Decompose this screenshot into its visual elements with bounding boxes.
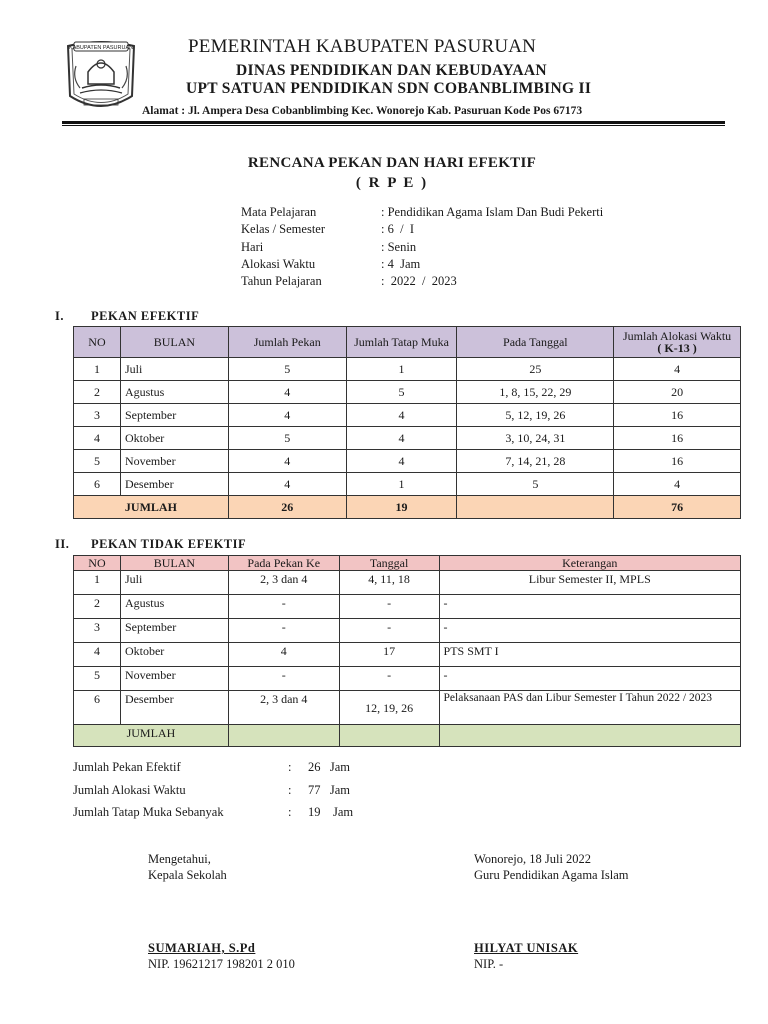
cell-pekan: - <box>228 667 339 691</box>
total-label: JUMLAH <box>74 496 229 519</box>
cell-tatap: 4 <box>346 427 457 450</box>
info-value: : Senin <box>381 239 417 254</box>
total-alokasi: 76 <box>614 496 741 519</box>
total-cell-empty <box>439 725 740 747</box>
info-label: Hari <box>241 239 264 254</box>
table-row <box>74 619 741 643</box>
table-row <box>74 381 741 404</box>
col-header-keterangan: Keterangan <box>439 556 740 571</box>
cell-tanggal: 1, 8, 15, 22, 29 <box>457 381 614 404</box>
summary-value: 26 Jam <box>308 760 351 774</box>
cell-tatap: 4 <box>346 404 457 427</box>
non-effective-weeks-table <box>73 555 741 747</box>
cell-alokasi: 16 <box>614 450 741 473</box>
cell-keterangan: PTS SMT I <box>439 643 740 667</box>
cell-tanggal: 5, 12, 19, 26 <box>457 404 614 427</box>
cell-tanggal: 12, 19, 26 <box>339 691 439 725</box>
summary-colon: : <box>288 782 292 797</box>
table-row <box>74 473 741 496</box>
cell-pekan: 4 <box>228 404 346 427</box>
info-block <box>241 205 603 291</box>
cell-pekan: - <box>228 619 339 643</box>
cell-tanggal: - <box>339 667 439 691</box>
summary-row <box>73 783 353 806</box>
total-cell-empty <box>228 725 339 747</box>
sig-name: HILYAT UNISAK <box>474 941 579 955</box>
cell-keterangan: - <box>439 595 740 619</box>
letterhead-school: UPT SATUAN PENDIDIKAN SDN COBANBLIMBING II <box>186 80 592 97</box>
cell-tanggal: 25 <box>457 358 614 381</box>
document-title: RENCANA PEKAN DAN HARI EFEKTIF <box>247 155 537 171</box>
cell-tanggal: 5 <box>457 473 614 496</box>
sig-place-date: Wonorejo, 18 Juli 2022 <box>474 852 592 866</box>
col-header-tatap-muka: Jumlah Tatap Muka <box>346 327 457 358</box>
cell-pekan: 2, 3 dan 4 <box>228 571 339 595</box>
table-row <box>74 358 741 381</box>
section-title: PEKAN EFEKTIF <box>91 309 200 323</box>
cell-no: 3 <box>74 404 121 427</box>
signature-right <box>474 851 629 883</box>
info-label: Alokasi Waktu <box>241 256 316 271</box>
sig-nip: NIP. 19621217 198201 2 010 <box>148 957 295 971</box>
cell-tatap: 5 <box>346 381 457 404</box>
alokasi-header-curriculum: ( K-13 ) <box>657 341 697 355</box>
cell-pekan: 4 <box>228 450 346 473</box>
letterhead-rule-thin <box>62 125 725 126</box>
cell-keterangan: Libur Semester II, MPLS <box>439 571 740 595</box>
document-subtitle: ( R P E ) <box>355 175 429 191</box>
info-value: : 2022 / 2023 <box>381 274 457 289</box>
cell-pekan: 4 <box>228 381 346 404</box>
col-header-jumlah-pekan: Jumlah Pekan <box>228 327 346 358</box>
cell-alokasi: 4 <box>614 358 741 381</box>
total-pekan: 26 <box>228 496 346 519</box>
section-heading-effective-weeks <box>55 309 199 324</box>
total-tanggal-empty <box>457 496 614 519</box>
section-heading-non-effective-weeks <box>55 537 246 552</box>
cell-no: 6 <box>74 473 121 496</box>
table-row <box>74 595 741 619</box>
info-label: Tahun Pelajaran <box>241 274 322 289</box>
cell-bulan: Oktober <box>120 643 228 667</box>
cell-no: 6 <box>74 691 121 725</box>
cell-bulan: Agustus <box>120 595 228 619</box>
cell-pekan: - <box>228 595 339 619</box>
cell-alokasi: 20 <box>614 381 741 404</box>
cell-no: 2 <box>74 595 121 619</box>
cell-tanggal: - <box>339 619 439 643</box>
info-label: Kelas / Semester <box>241 222 326 237</box>
letterhead-government: PEMERINTAH KABUPATEN PASURUAN <box>188 36 537 57</box>
cell-tanggal: 3, 10, 24, 31 <box>457 427 614 450</box>
cell-no: 1 <box>74 571 121 595</box>
total-label: JUMLAH <box>74 725 229 747</box>
cell-bulan: November <box>120 667 228 691</box>
regency-logo-emblem <box>62 36 140 118</box>
alokasi-header-label: Jumlah Alokasi Waktu <box>623 329 732 343</box>
cell-alokasi: 4 <box>614 473 741 496</box>
summary-colon: : <box>288 760 292 774</box>
cell-tanggal: - <box>339 595 439 619</box>
sig-nip: NIP. - <box>474 957 504 971</box>
total-tatap: 19 <box>346 496 457 519</box>
cell-bulan: Desember <box>120 691 228 725</box>
cell-tanggal: 17 <box>339 643 439 667</box>
summary-value: 19 Jam <box>308 805 354 819</box>
cell-no: 3 <box>74 619 121 643</box>
cell-no: 1 <box>74 358 121 381</box>
cell-tanggal: 4, 11, 18 <box>339 571 439 595</box>
signature-left-name-block <box>148 940 295 972</box>
cell-tatap: 1 <box>346 358 457 381</box>
cell-alokasi: 16 <box>614 427 741 450</box>
letterhead-rule-thick <box>62 121 725 124</box>
table-row <box>74 427 741 450</box>
col-header-bulan: BULAN <box>120 327 228 358</box>
table-row <box>74 450 741 473</box>
cell-keterangan: - <box>439 619 740 643</box>
col-header-no: NO <box>74 327 121 358</box>
cell-pekan: 4 <box>228 643 339 667</box>
sig-role: Guru Pendidikan Agama Islam <box>474 868 629 882</box>
col-header-no: NO <box>74 556 121 571</box>
summary-value: 77 Jam <box>308 782 351 797</box>
cell-no: 5 <box>74 667 121 691</box>
info-row <box>241 274 603 291</box>
letterhead-address: Alamat : Jl. Ampera Desa Cobanblimbing Kec. Wonorejo Kab. Pasuruan Kode Pos 67173 <box>142 105 583 117</box>
cell-pekan: 4 <box>228 473 346 496</box>
cell-tatap: 1 <box>346 473 457 496</box>
cell-no: 5 <box>74 450 121 473</box>
cell-bulan: Juli <box>120 571 228 595</box>
cell-pekan: 5 <box>228 427 346 450</box>
effective-weeks-table <box>73 326 741 519</box>
info-label: Mata Pelajaran <box>241 205 317 219</box>
cell-bulan: Oktober <box>120 427 228 450</box>
cell-alokasi: 16 <box>614 404 741 427</box>
cell-keterangan: Pelaksanaan PAS dan Libur Semester I Tahun 2022 / 2023 <box>439 691 740 725</box>
col-header-pada-tanggal: Pada Tanggal <box>457 327 614 358</box>
col-header-bulan: BULAN <box>120 556 228 571</box>
table-row <box>74 643 741 667</box>
table-row <box>74 691 741 725</box>
cell-bulan: September <box>120 619 228 643</box>
table-row <box>74 667 741 691</box>
col-header-tanggal: Tanggal <box>339 556 439 571</box>
sig-role: Kepala Sekolah <box>148 868 227 882</box>
table-total-row <box>74 725 741 747</box>
summary-label: Jumlah Pekan Efektif <box>73 760 181 774</box>
cell-bulan: September <box>120 404 228 427</box>
cell-bulan: Agustus <box>120 381 228 404</box>
info-row <box>241 240 603 257</box>
cell-bulan: Juli <box>120 358 228 381</box>
section-title: PEKAN TIDAK EFEKTIF <box>91 537 247 551</box>
info-value: : 4 Jam <box>381 256 421 271</box>
table-row <box>74 404 741 427</box>
summary-colon: : <box>288 805 292 819</box>
table-header-row <box>74 556 741 571</box>
signature-left <box>148 851 227 883</box>
summary-label: Jumlah Tatap Muka Sebanyak <box>73 805 224 819</box>
summary-row <box>73 760 353 783</box>
info-row <box>241 205 603 222</box>
svg-text:KABUPATEN PASURUAN: KABUPATEN PASURUAN <box>68 45 134 51</box>
col-header-pada-pekan-ke: Pada Pekan Ke <box>228 556 339 571</box>
cell-no: 2 <box>74 381 121 404</box>
info-row <box>241 257 603 274</box>
cell-keterangan: - <box>439 667 740 691</box>
info-row <box>241 222 603 239</box>
letterhead-department: DINAS PENDIDIKAN DAN KEBUDAYAAN <box>236 62 547 79</box>
cell-pekan: 2, 3 dan 4 <box>228 691 339 725</box>
table-total-row <box>74 496 741 519</box>
cell-pekan: 5 <box>228 358 346 381</box>
cell-tatap: 4 <box>346 450 457 473</box>
cell-no: 4 <box>74 643 121 667</box>
cell-no: 4 <box>74 427 121 450</box>
signature-right-name-block <box>474 940 578 972</box>
sig-acknowledged: Mengetahui, <box>148 852 211 866</box>
sig-name: SUMARIAH, S.Pd <box>148 941 256 955</box>
section-number: I. <box>55 309 64 323</box>
info-value: : Pendidikan Agama Islam Dan Budi Pekerti <box>381 205 604 219</box>
summary-label: Jumlah Alokasi Waktu <box>73 782 186 797</box>
summary-block <box>73 760 353 828</box>
total-cell-empty <box>339 725 439 747</box>
cell-tanggal: 7, 14, 21, 28 <box>457 450 614 473</box>
cell-bulan: November <box>120 450 228 473</box>
section-number: II. <box>55 537 70 551</box>
summary-row <box>73 805 353 828</box>
table-row <box>74 571 741 595</box>
info-value: : 6 / I <box>381 222 414 237</box>
table-header-row <box>74 327 741 358</box>
col-header-alokasi-waktu <box>614 327 741 358</box>
cell-bulan: Desember <box>120 473 228 496</box>
